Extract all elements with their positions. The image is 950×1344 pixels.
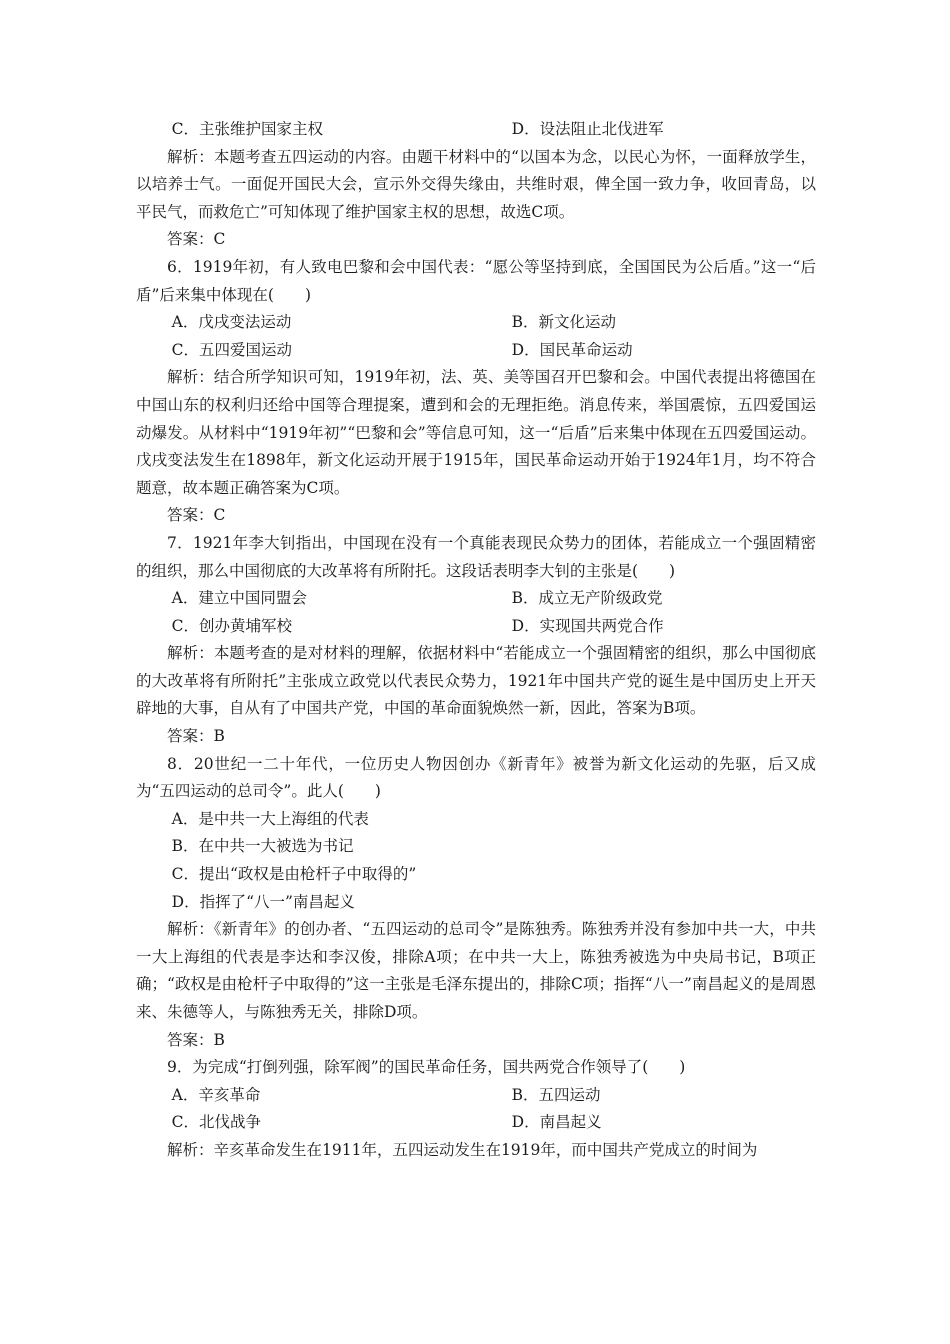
option-row <box>136 1082 816 1110</box>
question-stem: 9．为完成“打倒列强，除军阀”的国民革命任务，国共两党合作领导了( ) <box>167 1058 686 1077</box>
answer-option: D．国民革命运动 <box>511 340 633 359</box>
option-row <box>136 309 816 337</box>
answer-line: 答案：C <box>167 230 226 249</box>
question-stem: 7．1921年李大钊指出，中国现在没有一个真能表现民众势力的团体，若能成立一个强固精密的组织，那么中国彻底的大改革将有所附托。这段话表明李大钊的主张是( ) <box>136 533 816 580</box>
option-row <box>136 613 816 641</box>
analysis-paragraph: 解析：本题考查五四运动的内容。由题干材料中的“以国本为念，以民心为怀，一面释放学生，以培养士气。一面促开国民大会，宣示外交得失缘由，共维时艰，俾全国一致力争，收回青岛，以平民气，而救危亡”可知体现了维护国家主权的思想，故选C项。 <box>136 147 816 221</box>
answer-option: D．南昌起义 <box>511 1113 602 1132</box>
answer-option: D．指挥了“八一”南昌起义 <box>171 892 355 911</box>
option-row <box>136 861 816 889</box>
answer-line: 答案：C <box>167 506 226 525</box>
answer-option: C．五四爱国运动 <box>171 340 293 359</box>
answer-option: D．实现国共两党合作 <box>511 616 664 635</box>
answer-option: A．戊戌变法运动 <box>171 313 292 332</box>
option-row <box>136 585 816 613</box>
document-body <box>136 116 816 1165</box>
option-row <box>136 833 816 861</box>
answer-option: B．新文化运动 <box>511 313 617 332</box>
analysis-paragraph: 解析：《新青年》的创办者、“五四运动的总司令”是陈独秀。陈独秀并没有参加中共一大，中共一大上海组的代表是李达和李汉俊，排除A项；在中共一大上，陈独秀被选为中央局书记，B项正确；“政权是由枪杆子中取得的”这一主张是毛泽东提出的，排除C项；指挥“八一”南昌起义的是周恩来、朱德等人，与陈独秀无关，排除D项。 <box>136 920 816 1021</box>
answer-line: 答案：B <box>167 727 225 746</box>
analysis-paragraph: 解析：本题考查的是对材料的理解，依据材料中“若能成立一个强固精密的组织，那么中国彻底的大改革将有所附托”主张成立政党以代表民众势力，1921年中国共产党的诞生是中国历史上开天辟地的大事，自从有了中国共产党，中国的革命面貌焕然一新，因此，答案为B项。 <box>136 644 816 718</box>
answer-option: C．提出“政权是由枪杆子中取得的” <box>171 865 417 884</box>
answer-option: B．成立无产阶级政党 <box>511 589 663 608</box>
answer-option: D．设法阻止北伐进军 <box>511 120 664 138</box>
answer-option: A．建立中国同盟会 <box>171 589 307 608</box>
answer-option: C．创办黄埔军校 <box>171 616 293 635</box>
answer-line: 答案：B <box>167 1030 225 1049</box>
answer-option: C．北伐战争 <box>171 1113 262 1132</box>
question-stem: 8．20世纪一二十年代，一位历史人物因创办《新青年》被誉为新文化运动的先驱，后又成为“五四运动的总司令”。此人( ) <box>136 754 816 801</box>
option-row <box>136 116 816 144</box>
option-row <box>136 1109 816 1137</box>
option-row <box>136 889 816 917</box>
option-row <box>136 806 816 834</box>
option-row <box>136 337 816 365</box>
analysis-paragraph: 解析：辛亥革命发生在1911年，五四运动发生在1919年，而中国共产党成立的时间为 <box>167 1140 758 1159</box>
answer-option: A．是中共一大上海组的代表 <box>171 809 369 828</box>
answer-option: A．辛亥革命 <box>171 1085 261 1104</box>
answer-option: B．五四运动 <box>511 1085 601 1104</box>
answer-option: B．在中共一大被选为书记 <box>171 837 354 856</box>
question-stem: 6．1919年初，有人致电巴黎和会中国代表：“愿公等坚持到底，全国国民为公后盾。”这一“后盾”后来集中体现在( ) <box>136 257 816 304</box>
answer-option: C．主张维护国家主权 <box>171 120 324 138</box>
analysis-paragraph: 解析：结合所学知识可知，1919年初，法、英、美等国召开巴黎和会。中国代表提出将德国在中国山东的权利归还给中国等合理提案，遭到和会的无理拒绝。消息传来，举国震惊，五四爱国运动爆发。从材料中“1919年初”“巴黎和会”等信息可知，这一“后盾”后来集中体现在五四爱国运动。戊戌变法发生在1898年，新文化运动开展于1915年，国民革命运动开始于1924年1月，均不符合题意，故本题正确答案为C项。 <box>136 368 816 497</box>
